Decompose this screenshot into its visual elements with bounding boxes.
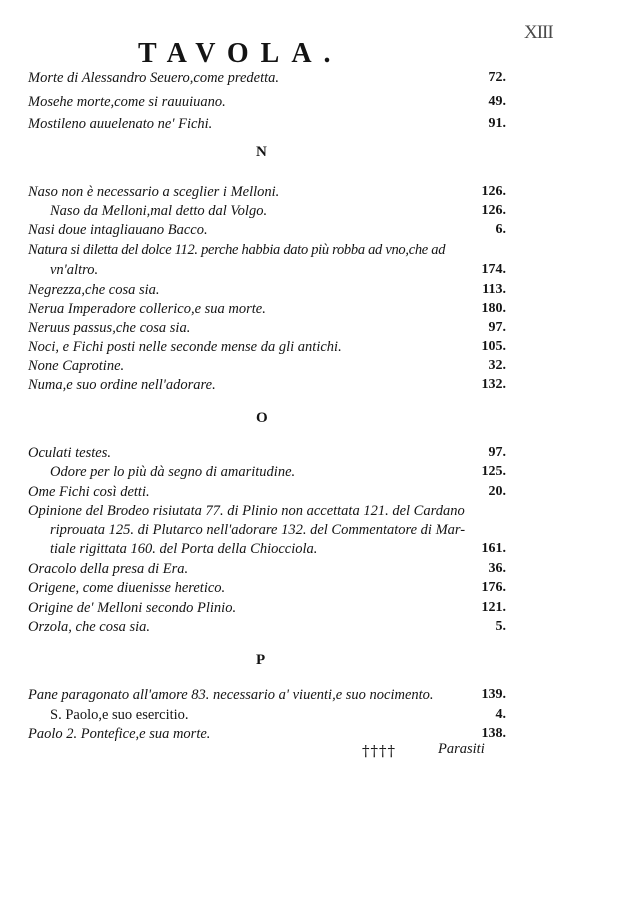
index-entry bbox=[28, 687, 506, 705]
entry-page-number: 97. bbox=[488, 445, 506, 460]
index-entry bbox=[28, 242, 506, 260]
entry-text: Neruus passus,che cosa sia. bbox=[28, 320, 191, 336]
section-letter: P bbox=[256, 652, 266, 668]
index-entry bbox=[28, 203, 506, 221]
entry-page-number: 49. bbox=[488, 94, 506, 109]
entry-text: Oculati testes. bbox=[28, 445, 111, 461]
index-entry bbox=[28, 561, 506, 579]
entry-text: Noci, e Fichi posti nelle seconde mense da gli antichi. bbox=[28, 339, 342, 355]
entry-text: Morte di Alessandro Seuero,come predetta. bbox=[28, 70, 280, 86]
entry-page-number: 113. bbox=[482, 282, 506, 297]
section-letter: N bbox=[256, 144, 267, 160]
entry-text: Origene, come diuenisse heretico. bbox=[28, 580, 226, 596]
entry-page-number: 6. bbox=[495, 222, 506, 237]
entry-text: vn'altro. bbox=[50, 262, 99, 278]
entry-text: Origine de' Melloni secondo Plinio. bbox=[28, 600, 237, 616]
catchword: Parasiti bbox=[438, 741, 485, 757]
entry-text: S. Paolo,e suo esercitio. bbox=[50, 707, 189, 723]
entry-text: None Caprotine. bbox=[28, 358, 125, 374]
index-entry bbox=[28, 522, 506, 540]
entry-text: Oracolo della presa di Era. bbox=[28, 561, 189, 577]
index-entry bbox=[28, 445, 506, 463]
entry-text: Orzola, che cosa sia. bbox=[28, 619, 151, 635]
index-entry bbox=[28, 503, 506, 521]
entry-text: Nasi doue intagliauano Bacco. bbox=[28, 222, 208, 238]
index-entry bbox=[28, 484, 506, 502]
entry-page-number: 97. bbox=[488, 320, 506, 335]
entry-text: Mosehe morte,come si rauuiuano. bbox=[28, 94, 226, 110]
entry-page-number: 180. bbox=[481, 301, 506, 316]
entry-page-number: 125. bbox=[481, 464, 506, 479]
entry-page-number: 36. bbox=[488, 561, 506, 576]
entry-page-number: 126. bbox=[481, 203, 506, 218]
entry-page-number: 72. bbox=[488, 70, 506, 85]
entry-text: Negrezza,che cosa sia. bbox=[28, 282, 160, 298]
index-entry bbox=[28, 358, 506, 376]
entry-page-number: 174. bbox=[481, 262, 506, 277]
index-entry bbox=[28, 94, 506, 112]
entry-text: Numa,e suo ordine nell'adorare. bbox=[28, 377, 216, 393]
index-entry bbox=[28, 464, 506, 482]
entry-page-number: 5. bbox=[495, 619, 506, 634]
entry-page-number: 138. bbox=[481, 726, 506, 741]
running-head: TAVOLA. bbox=[138, 38, 343, 69]
index-entry bbox=[28, 262, 506, 280]
entry-text: riprouata 125. di Plutarco nell'adorare 132. del Commentatore di Mar- bbox=[50, 522, 466, 538]
entry-text: Mostileno auuelenato ne' Fichi. bbox=[28, 116, 213, 132]
entry-page-number: 20. bbox=[488, 484, 506, 499]
index-entry bbox=[28, 541, 506, 559]
index-entry bbox=[28, 320, 506, 338]
entry-page-number: 132. bbox=[481, 377, 506, 392]
index-entry bbox=[28, 726, 506, 744]
entry-text: Opinione del Brodeo risiutata 77. di Plinio non accettata 121. del Cardano bbox=[28, 503, 465, 519]
entry-text: Paolo 2. Pontefice,e sua morte. bbox=[28, 726, 211, 742]
entry-text: Naso da Melloni,mal detto dal Volgo. bbox=[50, 203, 268, 219]
entry-page-number: 161. bbox=[481, 541, 506, 556]
ornament-crosses: †††† bbox=[362, 742, 396, 760]
entry-page-number: 126. bbox=[481, 184, 506, 199]
entry-text: Pane paragonato all'amore 83. necessario a' viuenti,e suo nocimento. bbox=[28, 687, 434, 703]
section-letter: O bbox=[256, 410, 268, 426]
entry-page-number: 91. bbox=[488, 116, 506, 131]
entry-page-number: 121. bbox=[481, 600, 506, 615]
index-entry bbox=[28, 301, 506, 319]
index-entry bbox=[28, 222, 506, 240]
index-entry bbox=[28, 184, 506, 202]
entry-text: tiale rigittata 160. del Porta della Chiocciola. bbox=[50, 541, 318, 557]
index-entry bbox=[28, 619, 506, 637]
index-entry bbox=[28, 580, 506, 598]
entry-page-number: 4. bbox=[495, 707, 506, 722]
entry-text: Natura si diletta del dolce 112. perche habbia dato più robba ad vno,che ad bbox=[28, 242, 446, 258]
index-entry bbox=[28, 339, 506, 357]
entry-text: Odore per lo più dà segno di amaritudine. bbox=[50, 464, 296, 480]
entry-page-number: 139. bbox=[481, 687, 506, 702]
index-entry bbox=[28, 707, 506, 725]
index-entry bbox=[28, 600, 506, 618]
entry-page-number: 176. bbox=[481, 580, 506, 595]
entry-text: Naso non è necessario a sceglier i Melloni. bbox=[28, 184, 280, 200]
entry-text: Nerua Imperadore collerico,e sua morte. bbox=[28, 301, 266, 317]
index-entry bbox=[28, 116, 506, 134]
index-entry bbox=[28, 70, 506, 88]
entry-page-number: 105. bbox=[481, 339, 506, 354]
entry-page-number: 32. bbox=[488, 358, 506, 373]
index-entry bbox=[28, 282, 506, 300]
index-entry bbox=[28, 377, 506, 395]
entry-text: Ome Fichi così detti. bbox=[28, 484, 150, 500]
folio-number: XIII bbox=[524, 22, 553, 43]
